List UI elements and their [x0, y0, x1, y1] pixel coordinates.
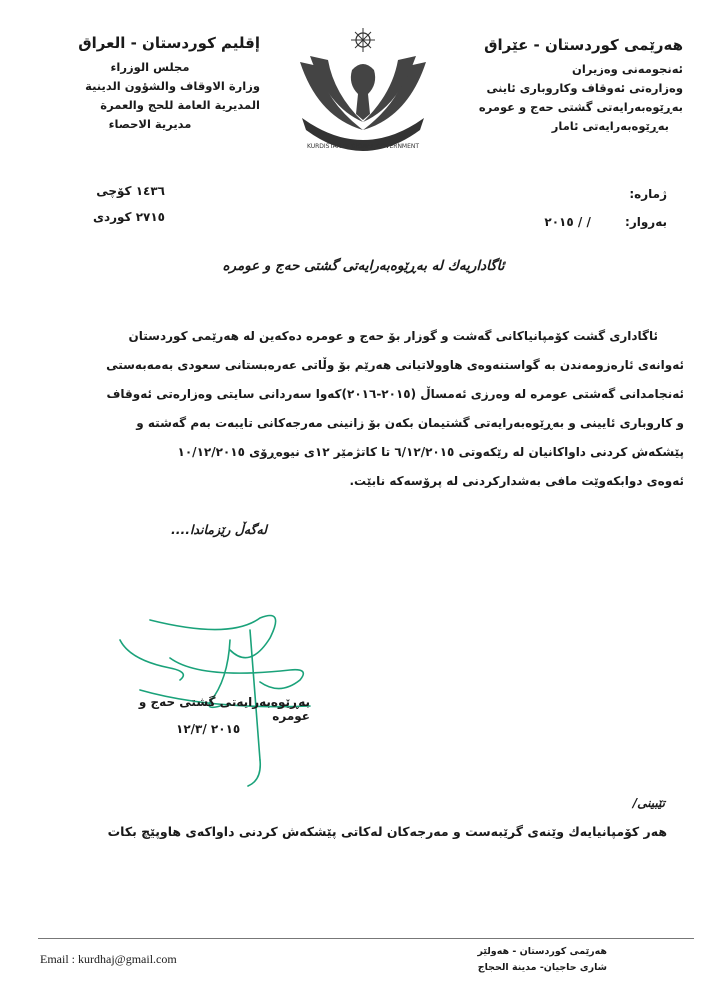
- directorate-general-kurdish: بەڕێوەبەرایەتی گشتی حەج و عومرە: [478, 100, 683, 114]
- footer-address-line1: هەرێمی كوردستان - هەولێر: [477, 946, 607, 957]
- footer-email: Email : kurdhaj@gmail.com: [40, 952, 177, 966]
- footer-address: [477, 944, 607, 976]
- body-line: ئەوانەی ئارەزومەندن بە گواستنەوەی هاوولاتیانی هەرێم بۆ وڵاتی عەرەبستانی سعودی بەمەبەستی: [106, 358, 684, 372]
- date-label: بەروار:: [625, 215, 667, 229]
- number-label: ژمارە:: [629, 187, 667, 201]
- note-text: هەر كۆمپانیایەك وێنەی گرێبەست و مەرجەكان لەكاتی پێشكەش كردنی داواكەی هاوپێچ بكات: [107, 824, 667, 839]
- seal-text: KURDISTAN REGIONAL GOVERNMENT: [306, 143, 420, 150]
- date-row: [467, 208, 667, 236]
- note-label: تێبینی/: [632, 796, 665, 810]
- announcement-body: [44, 322, 684, 496]
- council-kurdish: ئەنجومەنی وەزیران: [572, 62, 683, 76]
- signatory-title: بەڕێوەبەرایەتی گشتی حەج و عومرە: [138, 695, 310, 723]
- hijri-year: ١٤٣٦ كۆچی: [96, 184, 165, 198]
- calendar-block: [55, 178, 165, 230]
- closing-regards: لەگەڵ رێزماندا....: [170, 522, 267, 537]
- date-value: / / ٢٠١٥: [544, 215, 591, 229]
- body-line: پێشكەش كردنی داواكانیان لە رێكەوتی ٦/١٢/٢٠١٥ تا كاتژمێر ١٢ی نیوەڕۆی ١٠/١٢/٢٠١٥: [177, 445, 684, 459]
- directorate-stats-kurdish: بەڕێوەبەرایەتی ئامار: [551, 119, 669, 133]
- body-line: و كاروباری ئایینی و بەڕێوەبەرایەتی گشتیمان بكەن بۆ زانینی مەرجەكانی تایبەت بەم گەشتە و: [136, 416, 684, 430]
- directorate-stats-arabic: مديرية الاحصاء: [108, 117, 192, 131]
- kurdish-year: ٢٧١٥ كوردی: [92, 210, 165, 224]
- letterhead-arabic: [40, 34, 260, 134]
- footer-divider: [38, 938, 694, 939]
- krg-seal-icon: [288, 22, 438, 152]
- announcement-title: ئاگاداریەك لە بەڕێوەبەرایەتی گشتی حەج و عومرە: [222, 258, 505, 274]
- letterhead-kurdish: [433, 36, 683, 136]
- region-title-kurdish: هەرێمی کوردستان - عێراق: [484, 36, 683, 54]
- ministry-kurdish: وەزارەتی ئەوقاف وکاروباری ئاینی: [486, 81, 683, 95]
- body-line: ئاگاداری گشت كۆمپانیاكانی گەشت و گوزار بۆ حەج و عومرە دەكەین لە هەرێمی كوردستان: [128, 329, 658, 343]
- council-arabic: مجلس الوزراء: [110, 60, 190, 74]
- body-line: ئەنجامدانی گەشتی عومرە لە وەرزی ئەمساڵ (٢٠١٥-٢٠١٦)كەوا سەردانی سایتی وەزارەتی ئەوقاف: [106, 387, 684, 401]
- directorate-general-arabic: المديرية العامة للحج والعمرة: [100, 98, 260, 112]
- signature-date: ٢٠١٥ /١٢/٣: [176, 722, 241, 736]
- region-title-arabic: إقليم كوردستان - العراق: [78, 34, 260, 52]
- ministry-arabic: وزارة الاوقاف والشؤون الدينية: [85, 79, 260, 93]
- reference-block: [467, 180, 667, 236]
- body-line: ئەوەی دوابكەوێت مافی بەشداركردنی لە پرۆسەكە نابێت.: [349, 474, 684, 488]
- footer-address-line2: شاری حاجیان- مدينة الحجاج: [477, 962, 607, 973]
